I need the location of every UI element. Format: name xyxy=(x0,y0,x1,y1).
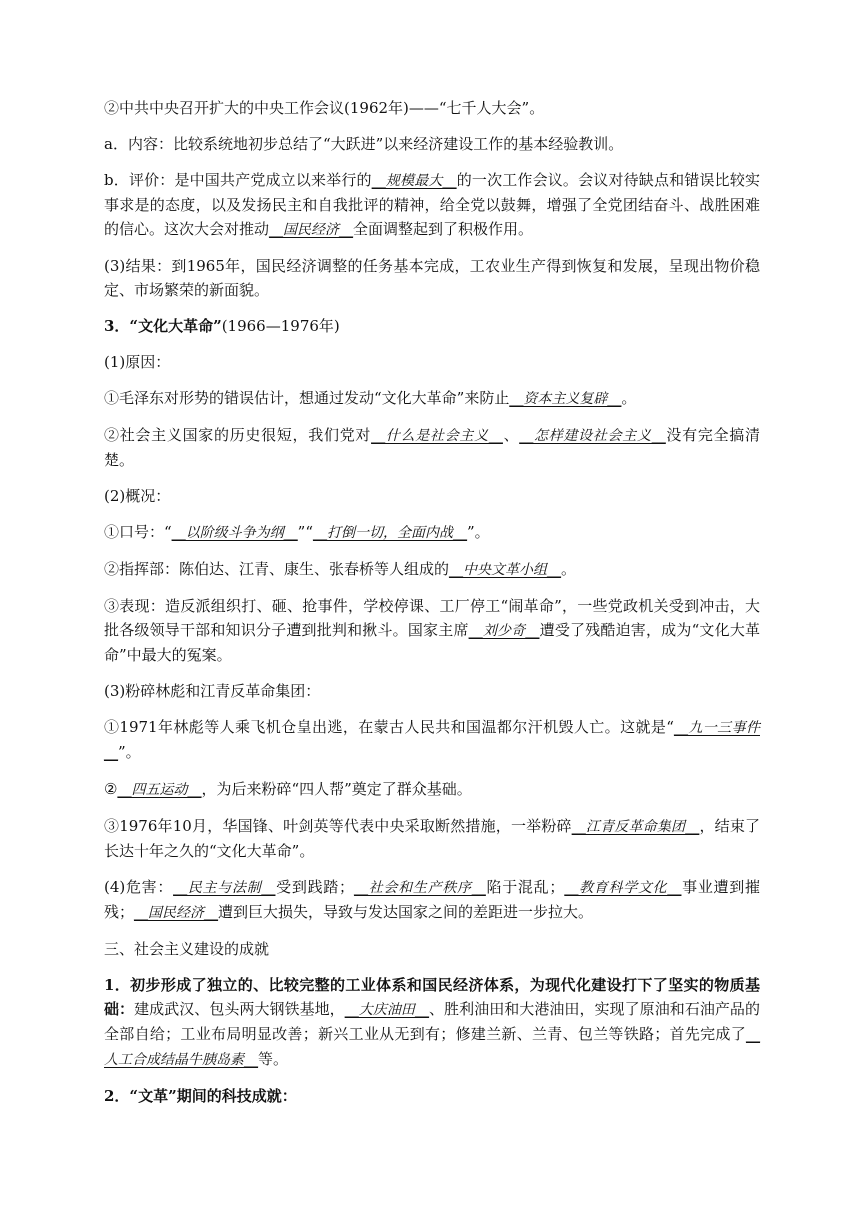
text: 、胜利油田和大港油田，实现了原油和石油产品的全部自给；工业布局明显改善；新兴工业从无到有；修建兰新、兰青、包兰等铁路；首先完成了 xyxy=(104,1000,760,1043)
text: 遭受了残酷迫害，成为“文化大革命”中最大的冤案。 xyxy=(104,621,761,664)
text: (1966—1976年) xyxy=(221,317,340,335)
paragraph-content xyxy=(104,132,760,156)
fill-blank-answer: __资本主义复辟__ xyxy=(509,391,622,407)
text: (3)粉碎林彪和江青反革命集团： xyxy=(104,682,321,700)
fill-blank-answer: __国民经济__ xyxy=(134,905,219,921)
text: 建成武汉、包头两大钢铁基地， xyxy=(134,1000,345,1018)
subheading-cause xyxy=(104,350,760,374)
paragraph-tech-achievements xyxy=(104,1084,760,1108)
text: ②社会主义国家的历史很短，我们党对 xyxy=(104,426,372,444)
text: 陷于混乱； xyxy=(485,878,565,896)
text: a．内容：比较系统地初步总结了“大跃进”以来经济建设工作的基本经验教训。 xyxy=(104,135,624,153)
paragraph-lin-biao xyxy=(104,715,760,765)
paragraph-october-1976 xyxy=(104,814,760,863)
text: (2)概况： xyxy=(104,487,171,505)
bold-text: 2．“文革”期间的科技成就： xyxy=(104,1087,297,1105)
text: ，结束了长达十年之久的“文化大革命”。 xyxy=(104,817,761,860)
text: 等。 xyxy=(258,1050,289,1068)
text: 。 xyxy=(621,389,637,407)
fill-blank-answer: __四五运动__ xyxy=(117,782,202,798)
text: ”。 xyxy=(467,523,490,541)
text: b．评价：是中国共产党成立以来举行的 xyxy=(104,171,372,189)
text: ，为后来粉碎“四人帮”奠定了群众基础。 xyxy=(201,780,472,798)
text: 。 xyxy=(561,560,577,578)
document-page xyxy=(104,96,760,1120)
text: ①1971年林彪等人乘飞机仓皇出逃，在蒙古人民共和国温都尔汗机毁人亡。这就是“ xyxy=(104,718,674,736)
text: 没有完全搞清楚。 xyxy=(104,426,760,469)
fill-blank-answer: __国民经济__ xyxy=(269,222,354,238)
text: ③1976年10月，华国锋、叶剑英等代表中央采取断然措施，一举粉碎 xyxy=(104,817,572,835)
text: ”“ xyxy=(297,523,314,541)
text: 、 xyxy=(502,426,520,444)
text: ②中共中央召开扩大的中央工作会议(1962年)——“七千人大会”。 xyxy=(104,99,545,117)
fill-blank-answer: __怎样建设社会主义__ xyxy=(519,428,666,444)
fill-blank-answer: __打倒一切，全面内战__ xyxy=(313,525,468,541)
bold-text: 1．初步形成了独立的、比较完整的工业体系和国民经济体系，为现代化建设打下了坚实的物质基础： xyxy=(104,976,760,1018)
paragraph-slogan xyxy=(104,520,760,545)
paragraph-cause-1 xyxy=(104,386,760,411)
fill-blank-answer: __规模最大__ xyxy=(371,173,457,189)
subheading-smash xyxy=(104,679,760,703)
fill-blank-answer: __以阶级斗争为纲__ xyxy=(171,525,298,541)
paragraph-cause-2 xyxy=(104,423,760,472)
text: ①口号：“ xyxy=(104,523,172,541)
heading-text: 3．“文化大革命” xyxy=(104,317,222,335)
text: ② xyxy=(104,780,118,798)
text: (4)危害： xyxy=(104,878,174,896)
fill-blank-answer: __中央文革小组__ xyxy=(449,562,562,578)
paragraph-command xyxy=(104,557,760,582)
section-heading-cultural-revolution xyxy=(104,314,760,338)
text: ③表现：造反派组织打、砸、抢事件，学校停课、工厂停工“闹革命”，一些党政机关受到冲击，大批各级领导干部和知识分子遭到批判和揪斗。国家主席 xyxy=(104,597,760,639)
heading-text: 三、社会主义建设的成就 xyxy=(104,940,270,958)
text: ②指挥部：陈伯达、江青、康生、张春桥等人组成的 xyxy=(104,560,450,578)
fill-blank-answer: __教育科学文化__ xyxy=(564,880,682,896)
text: 受到践踏； xyxy=(275,878,355,896)
paragraph-april-fifth xyxy=(104,777,760,802)
text: 事业遭到摧残； xyxy=(104,878,760,921)
fill-blank-answer: __大庆油田__ xyxy=(344,1002,429,1018)
text: ”。 xyxy=(118,743,141,761)
fill-blank-answer: __九一三事件__ xyxy=(104,720,760,761)
fill-blank-answer: __刘少奇__ xyxy=(468,623,540,639)
text: 全面调整起到了积极作用。 xyxy=(353,220,534,238)
text: (1)原因： xyxy=(104,353,171,371)
text: (3)结果：到1965年，国民经济调整的任务基本完成，工农业生产得到恢复和发展，呈现出物价稳定、市场繁荣的新面貌。 xyxy=(104,257,760,299)
text: ①毛泽东对形势的错误估计，想通过发动“文化大革命”来防止 xyxy=(104,389,510,407)
paragraph-result xyxy=(104,254,760,302)
fill-blank-answer: __江青反革命集团__ xyxy=(571,819,700,835)
paragraph-manifestation xyxy=(104,594,760,667)
paragraph-harm xyxy=(104,875,760,925)
paragraph-evaluation xyxy=(104,168,760,242)
fill-blank-answer: __人工合成结晶牛胰岛素__ xyxy=(104,1027,760,1068)
text: 的一次工作会议。会议对待缺点和错误比较实事求是的态度，以及发扬民主和自我批评的精神，给全党以鼓舞，增强了全党团结奋斗、战胜困难的信心。这次大会对推动 xyxy=(104,171,760,238)
paragraph-seven-thousand-conference xyxy=(104,96,760,120)
paragraph-industrial-system xyxy=(104,973,760,1072)
text: 遭到巨大损失，导致与发达国家之间的差距进一步拉大。 xyxy=(218,903,594,921)
section-heading-achievements xyxy=(104,937,760,961)
fill-blank-answer: __什么是社会主义__ xyxy=(371,428,503,444)
subheading-overview xyxy=(104,484,760,508)
fill-blank-answer: __民主与法制__ xyxy=(173,880,276,896)
fill-blank-answer: __社会和生产秩序__ xyxy=(354,880,486,896)
